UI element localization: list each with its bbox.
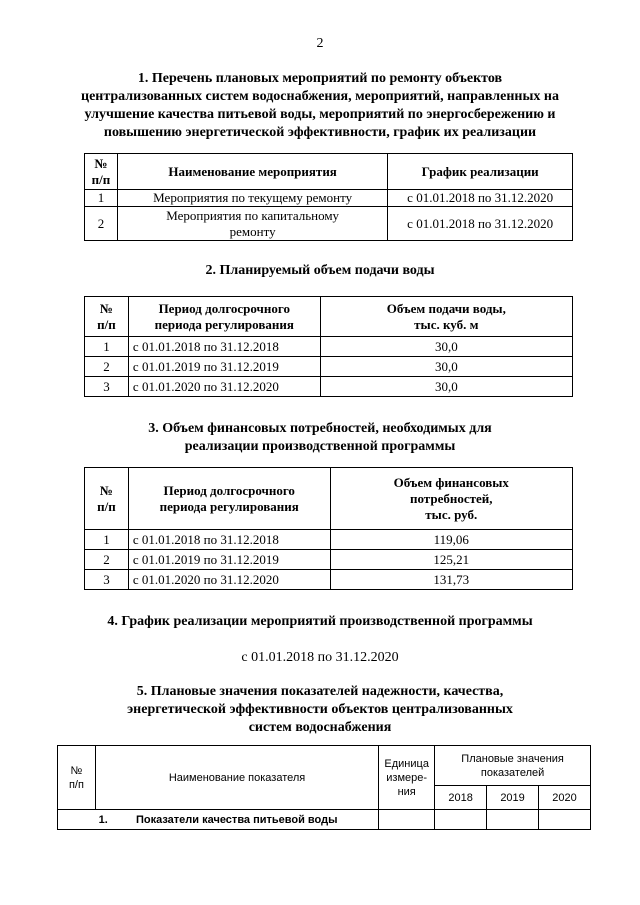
planned-values-header: Плановые значения показателей xyxy=(435,746,591,786)
table-row xyxy=(85,570,573,590)
period-header: Период долгосрочного периода регулирования xyxy=(128,468,330,530)
row-value: 30,0 xyxy=(320,337,572,357)
section2-title: 2. Планируемый объем подачи воды xyxy=(205,263,435,278)
num-header: № п/п xyxy=(85,154,118,190)
section3-title xyxy=(0,420,640,456)
empty-cell xyxy=(487,810,539,830)
table-header-row xyxy=(85,297,573,337)
section5-title-line: энергетической эффективности объектов централизованных xyxy=(127,702,513,717)
row-num: 2 xyxy=(85,207,118,241)
table-row xyxy=(85,190,573,207)
row-name: Мероприятия по текущему ремонту xyxy=(117,190,387,207)
indicators-table xyxy=(57,745,591,830)
row-period: с 01.01.2018 по 31.12.2018 xyxy=(128,337,320,357)
row-value: 30,0 xyxy=(320,357,572,377)
group-row xyxy=(58,810,591,830)
section1-title-line: 1. Перечень плановых мероприятий по ремонту объектов xyxy=(137,71,503,86)
row-value: 125,21 xyxy=(330,550,572,570)
row-name: Мероприятия по капитальному ремонту xyxy=(117,207,387,241)
row-num: 1 xyxy=(85,530,129,550)
row-value: 131,73 xyxy=(330,570,572,590)
section3-title-line: 3. Объем финансовых потребностей, необходимых для xyxy=(148,421,492,436)
row-num: 1 xyxy=(85,337,129,357)
section1-title-line: улучшение качества питьевой воды, мероприятий по энергосбережению и xyxy=(84,107,556,122)
table-row xyxy=(85,207,573,241)
row-num: 1 xyxy=(85,190,118,207)
row-num: 2 xyxy=(85,357,129,377)
period-header: Период долгосрочного периода регулирования xyxy=(128,297,320,337)
measures-table xyxy=(84,153,573,241)
group-row-label xyxy=(58,810,379,830)
page-number: 2 xyxy=(316,36,324,51)
group-row-text: Показатели качества питьевой воды xyxy=(135,813,338,826)
empty-cell xyxy=(379,810,435,830)
volume-header: Объем подачи воды, тыс. куб. м xyxy=(320,297,572,337)
num-header: № п/п xyxy=(58,746,96,810)
num-header: № п/п xyxy=(85,468,129,530)
table-row xyxy=(85,550,573,570)
section5-title-line: систем водоснабжения xyxy=(248,720,392,735)
row-num: 2 xyxy=(85,550,129,570)
indicator-name-header: Наименование показателя xyxy=(95,746,378,810)
row-schedule: с 01.01.2018 по 31.12.2020 xyxy=(388,190,573,207)
table-row xyxy=(85,357,573,377)
unit-header: Единица измере- ния xyxy=(379,746,435,810)
section5-title xyxy=(0,683,640,737)
row-num: 3 xyxy=(85,570,129,590)
section1-title-line: централизованных систем водоснабжения, мероприятий, направленных на xyxy=(81,89,559,104)
finance-table xyxy=(84,467,573,590)
row-num: 3 xyxy=(85,377,129,397)
row-value: 30,0 xyxy=(320,377,572,397)
num-header: № п/п xyxy=(85,297,129,337)
section4-title: 4. График реализации мероприятий производственной программы xyxy=(107,614,533,629)
table-header-row xyxy=(85,468,573,530)
empty-cell xyxy=(539,810,591,830)
section1-title-line: повышению энергетической эффективности, график их реализации xyxy=(103,125,537,140)
year-header: 2019 xyxy=(487,786,539,810)
table-header-row xyxy=(58,746,591,786)
year-header: 2018 xyxy=(435,786,487,810)
name-header: Наименование мероприятия xyxy=(117,154,387,190)
row-period: с 01.01.2020 по 31.12.2020 xyxy=(128,570,330,590)
row-schedule: с 01.01.2018 по 31.12.2020 xyxy=(388,207,573,241)
row-period: с 01.01.2019 по 31.12.2019 xyxy=(128,550,330,570)
schedule-header: График реализации xyxy=(388,154,573,190)
table-row xyxy=(85,377,573,397)
section3-title-line: реализации производственной программы xyxy=(184,439,456,454)
year-header: 2020 xyxy=(539,786,591,810)
section1-title xyxy=(0,70,640,142)
row-value: 119,06 xyxy=(330,530,572,550)
section5-title-line: 5. Плановые значения показателей надежности, качества, xyxy=(136,684,504,699)
table-row xyxy=(85,337,573,357)
row-period: с 01.01.2020 по 31.12.2020 xyxy=(128,377,320,397)
row-period: с 01.01.2019 по 31.12.2019 xyxy=(128,357,320,377)
table-row xyxy=(85,530,573,550)
empty-cell xyxy=(435,810,487,830)
finance-header: Объем финансовых потребностей, тыс. руб. xyxy=(330,468,572,530)
water-volume-table xyxy=(84,296,573,397)
row-period: с 01.01.2018 по 31.12.2018 xyxy=(128,530,330,550)
table-header-row xyxy=(85,154,573,190)
section4-period: с 01.01.2018 по 31.12.2020 xyxy=(241,650,399,665)
group-row-num: 1. xyxy=(98,813,108,826)
